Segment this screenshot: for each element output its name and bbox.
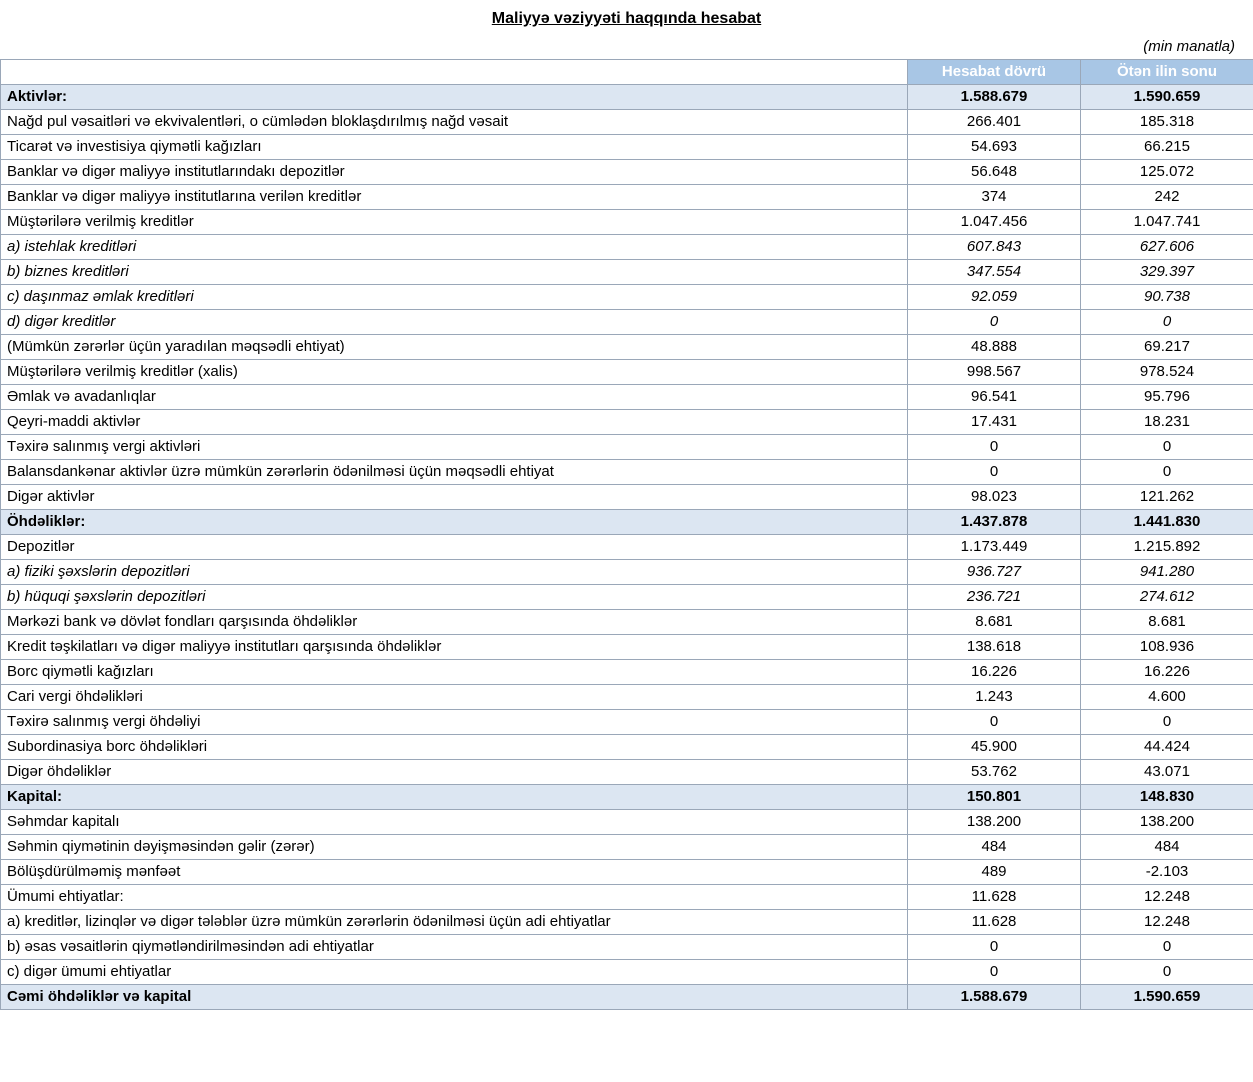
row-value-previous: 66.215 (1081, 135, 1253, 160)
row-label: Balansdankənar aktivlər üzrə mümkün zərərlərin ödənilməsi üçün məqsədli ehtiyat (1, 460, 908, 485)
row-value-current: 96.541 (908, 385, 1081, 410)
row-value-previous: 90.738 (1081, 285, 1253, 310)
table-row (1, 185, 1253, 210)
table-row (1, 460, 1253, 485)
row-value-current: 11.628 (908, 885, 1081, 910)
row-value-previous: 18.231 (1081, 410, 1253, 435)
row-label: Kredit təşkilatları və digər maliyyə institutları qarşısında öhdəliklər (1, 635, 908, 660)
row-value-previous: 1.215.892 (1081, 535, 1253, 560)
row-value-previous: 4.600 (1081, 685, 1253, 710)
table-row (1, 285, 1253, 310)
table-row (1, 960, 1253, 985)
row-value-current: 374 (908, 185, 1081, 210)
table-row (1, 160, 1253, 185)
row-value-current: 0 (908, 310, 1081, 335)
row-value-current: 1.437.878 (908, 510, 1081, 535)
table-row (1, 835, 1253, 860)
row-value-current: 0 (908, 710, 1081, 735)
row-label: b) hüquqi şəxslərin depozitləri (1, 585, 908, 610)
table-row (1, 735, 1253, 760)
row-value-current: 48.888 (908, 335, 1081, 360)
row-value-current: 347.554 (908, 260, 1081, 285)
row-label: Digər aktivlər (1, 485, 908, 510)
row-value-previous: 69.217 (1081, 335, 1253, 360)
row-value-previous: 44.424 (1081, 735, 1253, 760)
row-label: Bölüşdürülməmiş mənfəət (1, 860, 908, 885)
row-value-current: 54.693 (908, 135, 1081, 160)
row-value-current: 45.900 (908, 735, 1081, 760)
row-label: (Mümkün zərərlər üçün yaradılan məqsədli ehtiyat) (1, 335, 908, 360)
table-row (1, 885, 1253, 910)
row-value-current: 484 (908, 835, 1081, 860)
row-value-current: 92.059 (908, 285, 1081, 310)
row-label: Borc qiymətli kağızları (1, 660, 908, 685)
row-value-previous: 0 (1081, 935, 1253, 960)
table-row (1, 935, 1253, 960)
table-row (1, 560, 1253, 585)
row-value-previous: 484 (1081, 835, 1253, 860)
row-value-previous: 148.830 (1081, 785, 1253, 810)
row-label: Digər öhdəliklər (1, 760, 908, 785)
row-value-current: 0 (908, 960, 1081, 985)
row-value-current: 0 (908, 460, 1081, 485)
row-value-current: 266.401 (908, 110, 1081, 135)
row-label: Banklar və digər maliyyə institutlarındakı depozitlər (1, 160, 908, 185)
row-value-current: 138.200 (908, 810, 1081, 835)
table-row (1, 135, 1253, 160)
row-value-previous: 16.226 (1081, 660, 1253, 685)
row-label: a) istehlak kreditləri (1, 235, 908, 260)
column-header-label (1, 60, 908, 85)
row-label: Cəmi öhdəliklər və kapital (1, 985, 908, 1010)
row-label: Müştərilərə verilmiş kreditlər (xalis) (1, 360, 908, 385)
row-value-previous: 329.397 (1081, 260, 1253, 285)
row-value-previous: 1.590.659 (1081, 85, 1253, 110)
row-label: Öhdəliklər: (1, 510, 908, 535)
row-value-previous: 125.072 (1081, 160, 1253, 185)
row-value-current: 16.226 (908, 660, 1081, 685)
row-label: Depozitlər (1, 535, 908, 560)
row-label: b) biznes kreditləri (1, 260, 908, 285)
row-value-previous: 8.681 (1081, 610, 1253, 635)
row-value-current: 98.023 (908, 485, 1081, 510)
row-label: Aktivlər: (1, 85, 908, 110)
table-header (1, 60, 1253, 85)
row-label: Nağd pul vəsaitləri və ekvivalentləri, o cümlədən bloklaşdırılmış nağd vəsait (1, 110, 908, 135)
row-value-previous: 0 (1081, 960, 1253, 985)
page-title: Maliyyə vəziyyəti haqqında hesabat (491, 10, 762, 27)
table-row (1, 335, 1253, 360)
row-value-current: 607.843 (908, 235, 1081, 260)
row-value-previous: 1.047.741 (1081, 210, 1253, 235)
table-row (1, 760, 1253, 785)
row-value-previous: 95.796 (1081, 385, 1253, 410)
table-row (1, 685, 1253, 710)
row-value-current: 1.173.449 (908, 535, 1081, 560)
table-row (1, 635, 1253, 660)
table-row (1, 660, 1253, 685)
row-value-previous: -2.103 (1081, 860, 1253, 885)
table-row (1, 910, 1253, 935)
row-label: a) fiziki şəxslərin depozitləri (1, 560, 908, 585)
row-value-previous: 0 (1081, 435, 1253, 460)
table-row (1, 85, 1253, 110)
row-label: a) kreditlər, lizinqlər və digər tələblər üzrə mümkün zərərlərin ödənilməsi üçün adi ehtiyatlar (1, 910, 908, 935)
row-label: Cari vergi öhdəlikləri (1, 685, 908, 710)
row-value-current: 1.588.679 (908, 985, 1081, 1010)
row-value-current: 0 (908, 435, 1081, 460)
table-row (1, 860, 1253, 885)
row-value-previous: 0 (1081, 460, 1253, 485)
row-value-current: 17.431 (908, 410, 1081, 435)
table-row (1, 110, 1253, 135)
row-label: Ümumi ehtiyatlar: (1, 885, 908, 910)
table-row (1, 310, 1253, 335)
row-value-current: 0 (908, 935, 1081, 960)
table-row (1, 985, 1253, 1010)
table-body (1, 85, 1253, 1010)
row-label: b) əsas vəsaitlərin qiymətləndirilməsindən adi ehtiyatlar (1, 935, 908, 960)
row-value-current: 1.047.456 (908, 210, 1081, 235)
row-value-previous: 121.262 (1081, 485, 1253, 510)
row-label: Təxirə salınmış vergi aktivləri (1, 435, 908, 460)
table-row (1, 210, 1253, 235)
row-value-previous: 1.441.830 (1081, 510, 1253, 535)
row-label: Ticarət və investisiya qiymətli kağızları (1, 135, 908, 160)
row-value-current: 1.588.679 (908, 85, 1081, 110)
table-row (1, 435, 1253, 460)
row-value-previous: 43.071 (1081, 760, 1253, 785)
row-value-current: 489 (908, 860, 1081, 885)
row-value-previous: 1.590.659 (1081, 985, 1253, 1010)
table-row (1, 585, 1253, 610)
table-row (1, 535, 1253, 560)
units-note: (min manatla) (1143, 38, 1235, 55)
table-row (1, 260, 1253, 285)
table-row (1, 235, 1253, 260)
table-row (1, 385, 1253, 410)
row-value-previous: 0 (1081, 310, 1253, 335)
table-row (1, 485, 1253, 510)
row-value-current: 8.681 (908, 610, 1081, 635)
row-label: Banklar və digər maliyyə institutlarına verilən kreditlər (1, 185, 908, 210)
table-row (1, 710, 1253, 735)
table-row (1, 610, 1253, 635)
row-label: Qeyri-maddi aktivlər (1, 410, 908, 435)
table-row (1, 410, 1253, 435)
row-value-previous: 274.612 (1081, 585, 1253, 610)
row-label: Təxirə salınmış vergi öhdəliyi (1, 710, 908, 735)
row-label: c) daşınmaz əmlak kreditləri (1, 285, 908, 310)
row-value-current: 138.618 (908, 635, 1081, 660)
row-value-current: 150.801 (908, 785, 1081, 810)
table-header-row (1, 60, 1253, 85)
row-value-previous: 108.936 (1081, 635, 1253, 660)
row-value-current: 936.727 (908, 560, 1081, 585)
row-label: c) digər ümumi ehtiyatlar (1, 960, 908, 985)
row-value-current: 11.628 (908, 910, 1081, 935)
row-value-previous: 978.524 (1081, 360, 1253, 385)
row-label: Əmlak və avadanlıqlar (1, 385, 908, 410)
row-value-previous: 12.248 (1081, 885, 1253, 910)
table-row (1, 360, 1253, 385)
row-value-current: 998.567 (908, 360, 1081, 385)
row-value-previous: 0 (1081, 710, 1253, 735)
row-value-current: 1.243 (908, 685, 1081, 710)
row-value-previous: 941.280 (1081, 560, 1253, 585)
financial-position-table (0, 59, 1253, 1010)
row-value-current: 53.762 (908, 760, 1081, 785)
row-value-previous: 185.318 (1081, 110, 1253, 135)
table-row (1, 785, 1253, 810)
row-label: d) digər kreditlər (1, 310, 908, 335)
row-value-previous: 12.248 (1081, 910, 1253, 935)
row-label: Səhmdar kapitalı (1, 810, 908, 835)
row-label: Mərkəzi bank və dövlət fondları qarşısında öhdəliklər (1, 610, 908, 635)
row-value-current: 56.648 (908, 160, 1081, 185)
row-label: Müştərilərə verilmiş kreditlər (1, 210, 908, 235)
column-header-current: Hesabat dövrü (908, 60, 1081, 85)
row-label: Səhmin qiymətinin dəyişməsindən gəlir (zərər) (1, 835, 908, 860)
table-row (1, 510, 1253, 535)
row-label: Subordinasiya borc öhdəlikləri (1, 735, 908, 760)
column-header-previous: Ötən ilin sonu (1081, 60, 1253, 85)
row-value-previous: 138.200 (1081, 810, 1253, 835)
row-value-previous: 627.606 (1081, 235, 1253, 260)
table-row (1, 810, 1253, 835)
row-value-current: 236.721 (908, 585, 1081, 610)
row-value-previous: 242 (1081, 185, 1253, 210)
row-label: Kapital: (1, 785, 908, 810)
